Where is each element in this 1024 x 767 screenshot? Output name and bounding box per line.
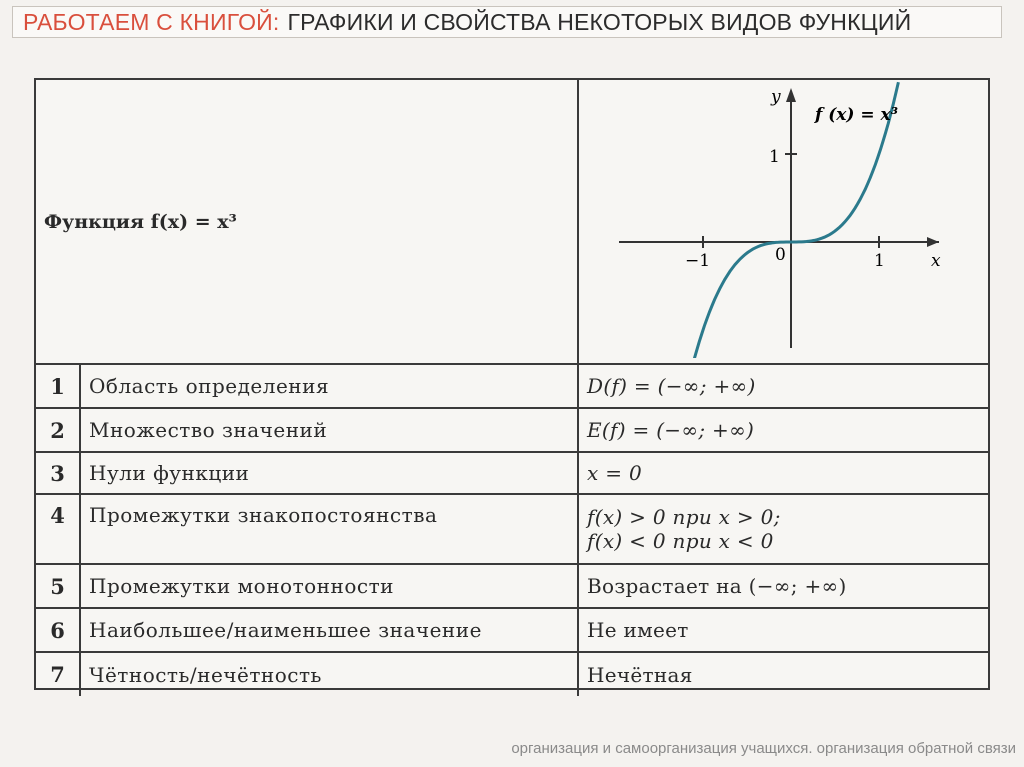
- property-name: Нули функции: [80, 452, 578, 494]
- property-value: Не имеет: [578, 608, 988, 652]
- properties-table: [34, 78, 990, 690]
- slide-title: [12, 6, 1002, 38]
- y-axis-label: y: [771, 87, 781, 107]
- property-name: Промежутки знакопостоянства: [80, 494, 578, 564]
- table-row: [36, 452, 988, 494]
- property-value-line: f(x) < 0 при x < 0: [587, 529, 774, 553]
- row-number: 2: [36, 408, 80, 452]
- row-number: 5: [36, 564, 80, 608]
- function-header-row: [36, 80, 988, 364]
- cubic-graph: [579, 80, 987, 358]
- table-row: [36, 652, 988, 696]
- title-main: ГРАФИКИ И СВОЙСТВА НЕКОТОРЫХ ВИДОВ ФУНКЦИЙ: [287, 8, 912, 35]
- property-name: Множество значений: [80, 408, 578, 452]
- row-number: 6: [36, 608, 80, 652]
- property-value: [578, 494, 988, 564]
- x-axis-arrow: [927, 237, 939, 247]
- x-axis-label: x: [931, 251, 941, 271]
- tick-label-x-neg: −1: [685, 251, 711, 271]
- tick-label-y: 1: [769, 147, 780, 167]
- table-row: [36, 608, 988, 652]
- y-axis-arrow: [786, 88, 796, 102]
- table-row: [36, 494, 988, 564]
- property-value: E(f) = (−∞; +∞): [578, 408, 988, 452]
- property-value: Возрастает на (−∞; +∞): [578, 564, 988, 608]
- graph-cell: [578, 80, 988, 364]
- property-name: Промежутки монотонности: [80, 564, 578, 608]
- row-number: 4: [36, 494, 80, 564]
- property-name: Чётность/нечётность: [80, 652, 578, 696]
- property-value: x = 0: [578, 452, 988, 494]
- table-row: [36, 408, 988, 452]
- table-row: [36, 364, 988, 408]
- graph-formula: f (x) = x³: [815, 105, 899, 125]
- row-number: 7: [36, 652, 80, 696]
- origin-label: 0: [775, 245, 786, 265]
- property-name: Наибольшее/наименьшее значение: [80, 608, 578, 652]
- row-number: 3: [36, 452, 80, 494]
- property-name: Область определения: [80, 364, 578, 408]
- function-label: Функция f(x) = x³: [36, 80, 578, 364]
- property-value: Нечётная: [578, 652, 988, 696]
- tick-label-x-pos: 1: [874, 251, 885, 271]
- title-accent: РАБОТАЕМ С КНИГОЙ:: [23, 8, 280, 35]
- property-value-line: f(x) > 0 при x > 0;: [587, 505, 781, 529]
- footer-caption: организация и самоорганизация учащихся. организация обратной связи: [511, 740, 1016, 757]
- property-value: D(f) = (−∞; +∞): [578, 364, 988, 408]
- row-number: 1: [36, 364, 80, 408]
- table-row: [36, 564, 988, 608]
